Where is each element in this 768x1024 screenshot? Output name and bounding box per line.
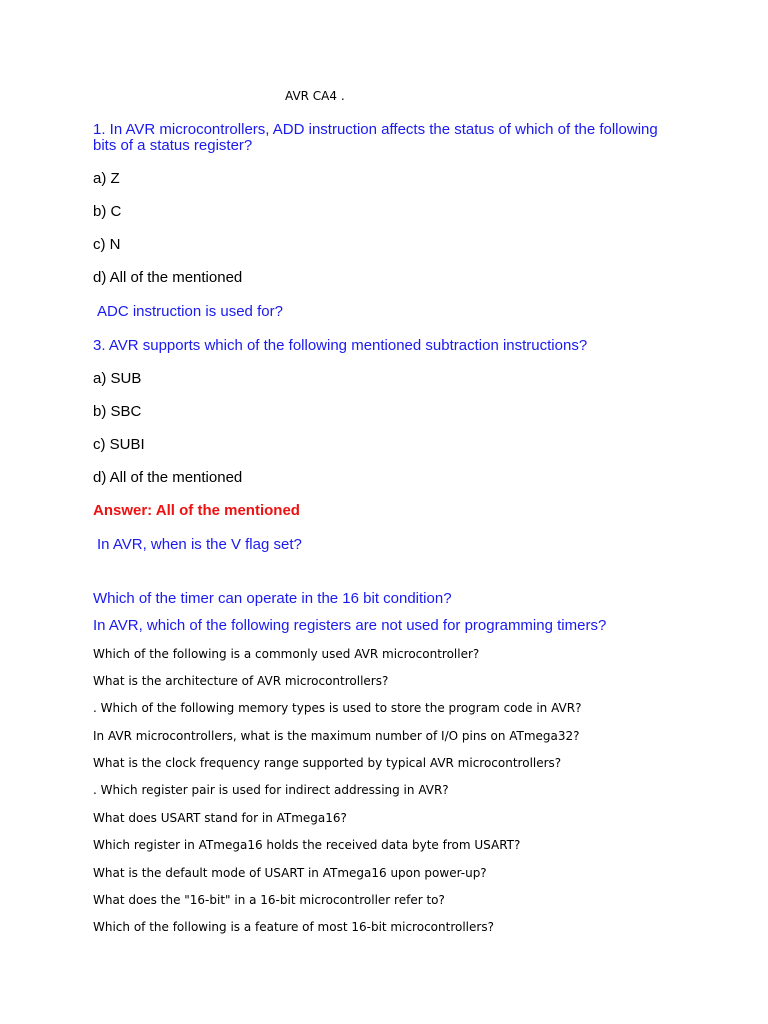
extra-question-11: Which of the following is a feature of most 16-bit microcontrollers? — [93, 920, 494, 934]
question-5: Which of the timer can operate in the 16 bit condition? — [93, 590, 452, 607]
question-6: In AVR, which of the following registers are not used for programming timers? — [93, 617, 607, 634]
question-3-answer: Answer: All of the mentioned — [93, 502, 300, 519]
document-title: AVR CA4 . — [285, 89, 345, 103]
question-1-option-c: c) N — [93, 236, 121, 253]
extra-question-7: What does USART stand for in ATmega16? — [93, 811, 347, 825]
question-1: 1. In AVR microcontrollers, ADD instruction affects the status of which of the following bits of a status register? — [93, 121, 658, 154]
extra-question-2: What is the architecture of AVR microcontrollers? — [93, 674, 389, 688]
extra-question-3: . Which of the following memory types is used to store the program code in AVR? — [93, 701, 582, 715]
question-1-option-b: b) C — [93, 203, 122, 220]
question-2: ADC instruction is used for? — [97, 303, 283, 320]
question-3: 3. AVR supports which of the following mentioned subtraction instructions? — [93, 337, 588, 354]
extra-question-10: What does the "16-bit" in a 16-bit microcontroller refer to? — [93, 893, 445, 907]
extra-question-5: What is the clock frequency range supported by typical AVR microcontrollers? — [93, 756, 562, 770]
extra-question-6: . Which register pair is used for indirect addressing in AVR? — [93, 783, 449, 797]
question-3-option-d: d) All of the mentioned — [93, 469, 243, 486]
question-3-option-c: c) SUBI — [93, 436, 145, 453]
question-4: In AVR, when is the V flag set? — [97, 536, 302, 553]
extra-question-8: Which register in ATmega16 holds the received data byte from USART? — [93, 838, 521, 852]
question-1-option-a: a) Z — [93, 170, 120, 187]
question-3-option-a: a) SUB — [93, 370, 142, 387]
question-1-option-d: d) All of the mentioned — [93, 269, 243, 286]
extra-question-4: In AVR microcontrollers, what is the maximum number of I/O pins on ATmega32? — [93, 729, 580, 743]
extra-question-1: Which of the following is a commonly used AVR microcontroller? — [93, 647, 480, 661]
question-3-option-b: b) SBC — [93, 403, 142, 420]
extra-question-9: What is the default mode of USART in ATmega16 upon power-up? — [93, 866, 487, 880]
